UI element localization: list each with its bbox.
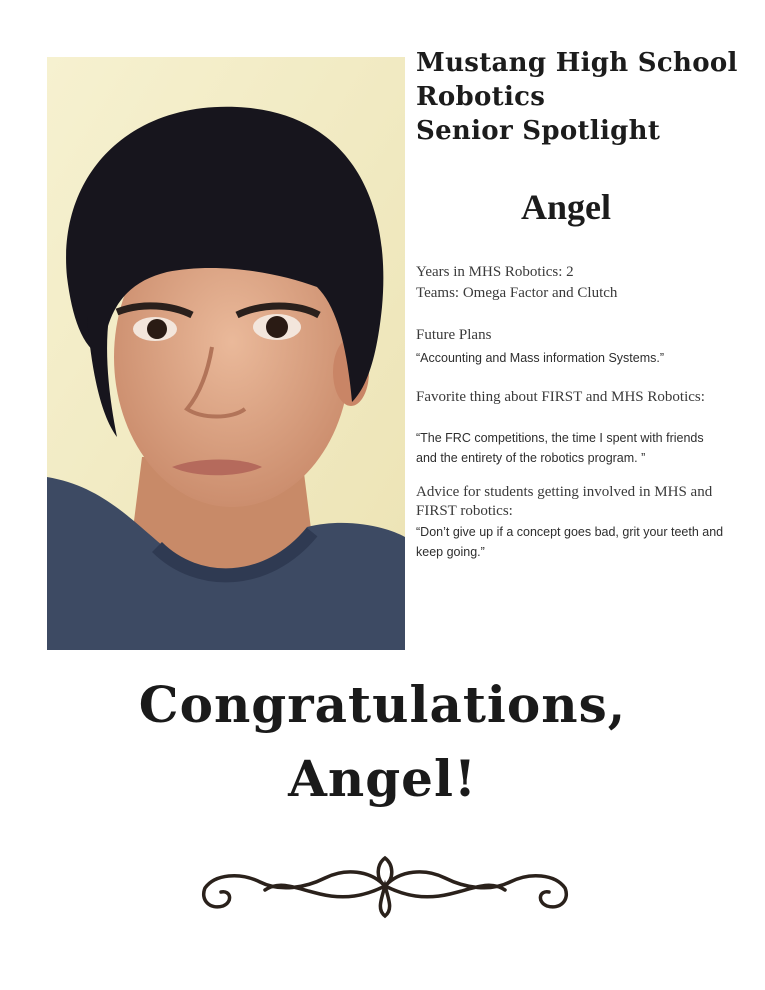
header-school-name: Mustang High School	[416, 48, 738, 78]
header-program: Robotics	[416, 82, 546, 112]
senior-name: Angel	[521, 187, 611, 227]
scroll-flourish-ornament	[195, 850, 575, 922]
senior-portrait-photo	[47, 57, 405, 650]
congratulations-banner	[0, 668, 765, 816]
advice-heading: Advice for students getting involved in MHS and FIRST robotics:	[416, 484, 713, 519]
spotlight-header	[416, 46, 746, 148]
congratulations-name-line: Angel!	[288, 749, 477, 808]
years-in-robotics: Years in MHS Robotics: 2	[416, 264, 574, 280]
favorite-thing-quote: “The FRC competitions, the time I spent with friends and the entirety of the robotics program. ”	[416, 431, 704, 465]
favorite-thing-heading: Favorite thing about FIRST and MHS Robotics:	[416, 389, 705, 405]
teams-list: Teams: Omega Factor and Clutch	[416, 285, 618, 301]
future-plans-quote: “Accounting and Mass information Systems.”	[416, 351, 665, 365]
header-spotlight-title: Senior Spotlight	[416, 116, 661, 146]
congratulations-line: Congratulations,	[138, 675, 627, 734]
future-plans-heading: Future Plans	[416, 327, 492, 343]
advice-quote: “Don’t give up if a concept goes bad, grit your teeth and keep going.”	[416, 525, 724, 559]
